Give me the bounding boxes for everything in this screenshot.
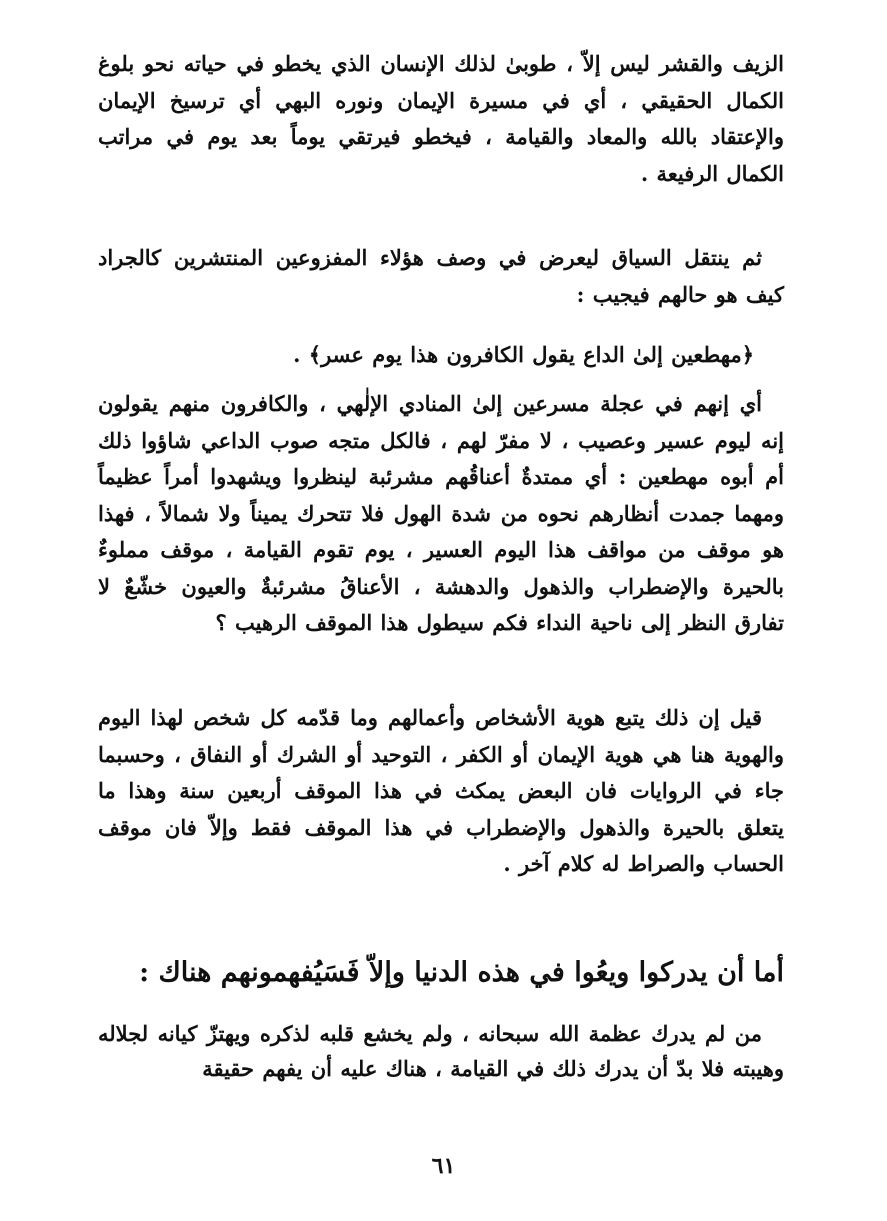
page-number: ٦١ [431,1153,456,1179]
paragraph-transition: ثم ينتقل السياق ليعرض في وصف هؤلاء المفزوعين المنتشرين كالجراد كيف هو حالهم فيجيب : [98,245,784,307]
paragraph-intro: الزيف والقشر ليس إلاّ ، طوبىٰ لذلك الإنسان الذي يخطو في حياته نحو بلوغ الكمال الحقيقي ، أي في مسيرة الإيمان ونوره البهي أي ترسيخ الإيمان والإعتقاد بالله والمعاد والقيامة ، فيخطو فيرتقي يوماً بعد يوم في مراتب الكمال الرفيعة . [98,51,784,186]
paragraph-explanation: أي إنهم في عجلة مسرعين إلىٰ المنادي الإلٰهي ، والكافرون منهم يقولون إنه ليوم عسير وعصيب ، لا مفرّ لهم ، فالكل متجه صوب الداعي شاؤوا ذلك أم أبوه مهطعين : أي ممتدةٌ أعناقُهم مشرئبة لينظروا ويشهدوا أمراً عظيماً ومهما جمدت أنظارهم نحوه من شدة الهول فلا تتحرك يميناً ولا شمالاً ، فهذا هو موقف من مواقف هذا اليوم العسير ، يوم تقوم القيامة ، موقف مملوءٌ بالحيرة والإضطراب والذهول والدهشة ، الأعناقُ مشرئبةٌ والعيون خشّعٌ لا تفارق النظر إلى ناحية النداء فكم سيطول هذا الموقف الرهيب ؟ [98,391,784,635]
paragraph-narrations: قيل إن ذلك يتبع هوية الأشخاص وأعمالهم وما قدّمه كل شخص لهذا اليوم والهوية هنا هي هوية الإيمان أو الكفر ، التوحيد أو الشرك أو النفاق ، وحسبما جاء في الروايات فان البعض يمكث في هذا الموقف أربعين سنة وهذا ما يتعلق بالحيرة والذهول والإضطراب في هذا الموقف فقط وإلاّ فان موقف الحساب والصراط له كلام آخر . [98,705,784,876]
section-heading: أما أن يدركوا ويعُوا في هذه الدنيا وإلاّ فَسَيُفهمونهم هناك : [139,957,784,988]
paragraph-section-start: من لم يدرك عظمة الله سبحانه ، ولم يخشع قلبه لذكره ويهتزّ كيانه لجلاله وهيبته فلا بدّ أن يدرك ذلك في القيامة ، هناك عليه أن يفهم حقيقة [98,1021,784,1081]
quran-verse: ﴿مهطعين إلىٰ الداع يقول الكافرون هذا يوم عسر﴾ . [293,342,754,367]
